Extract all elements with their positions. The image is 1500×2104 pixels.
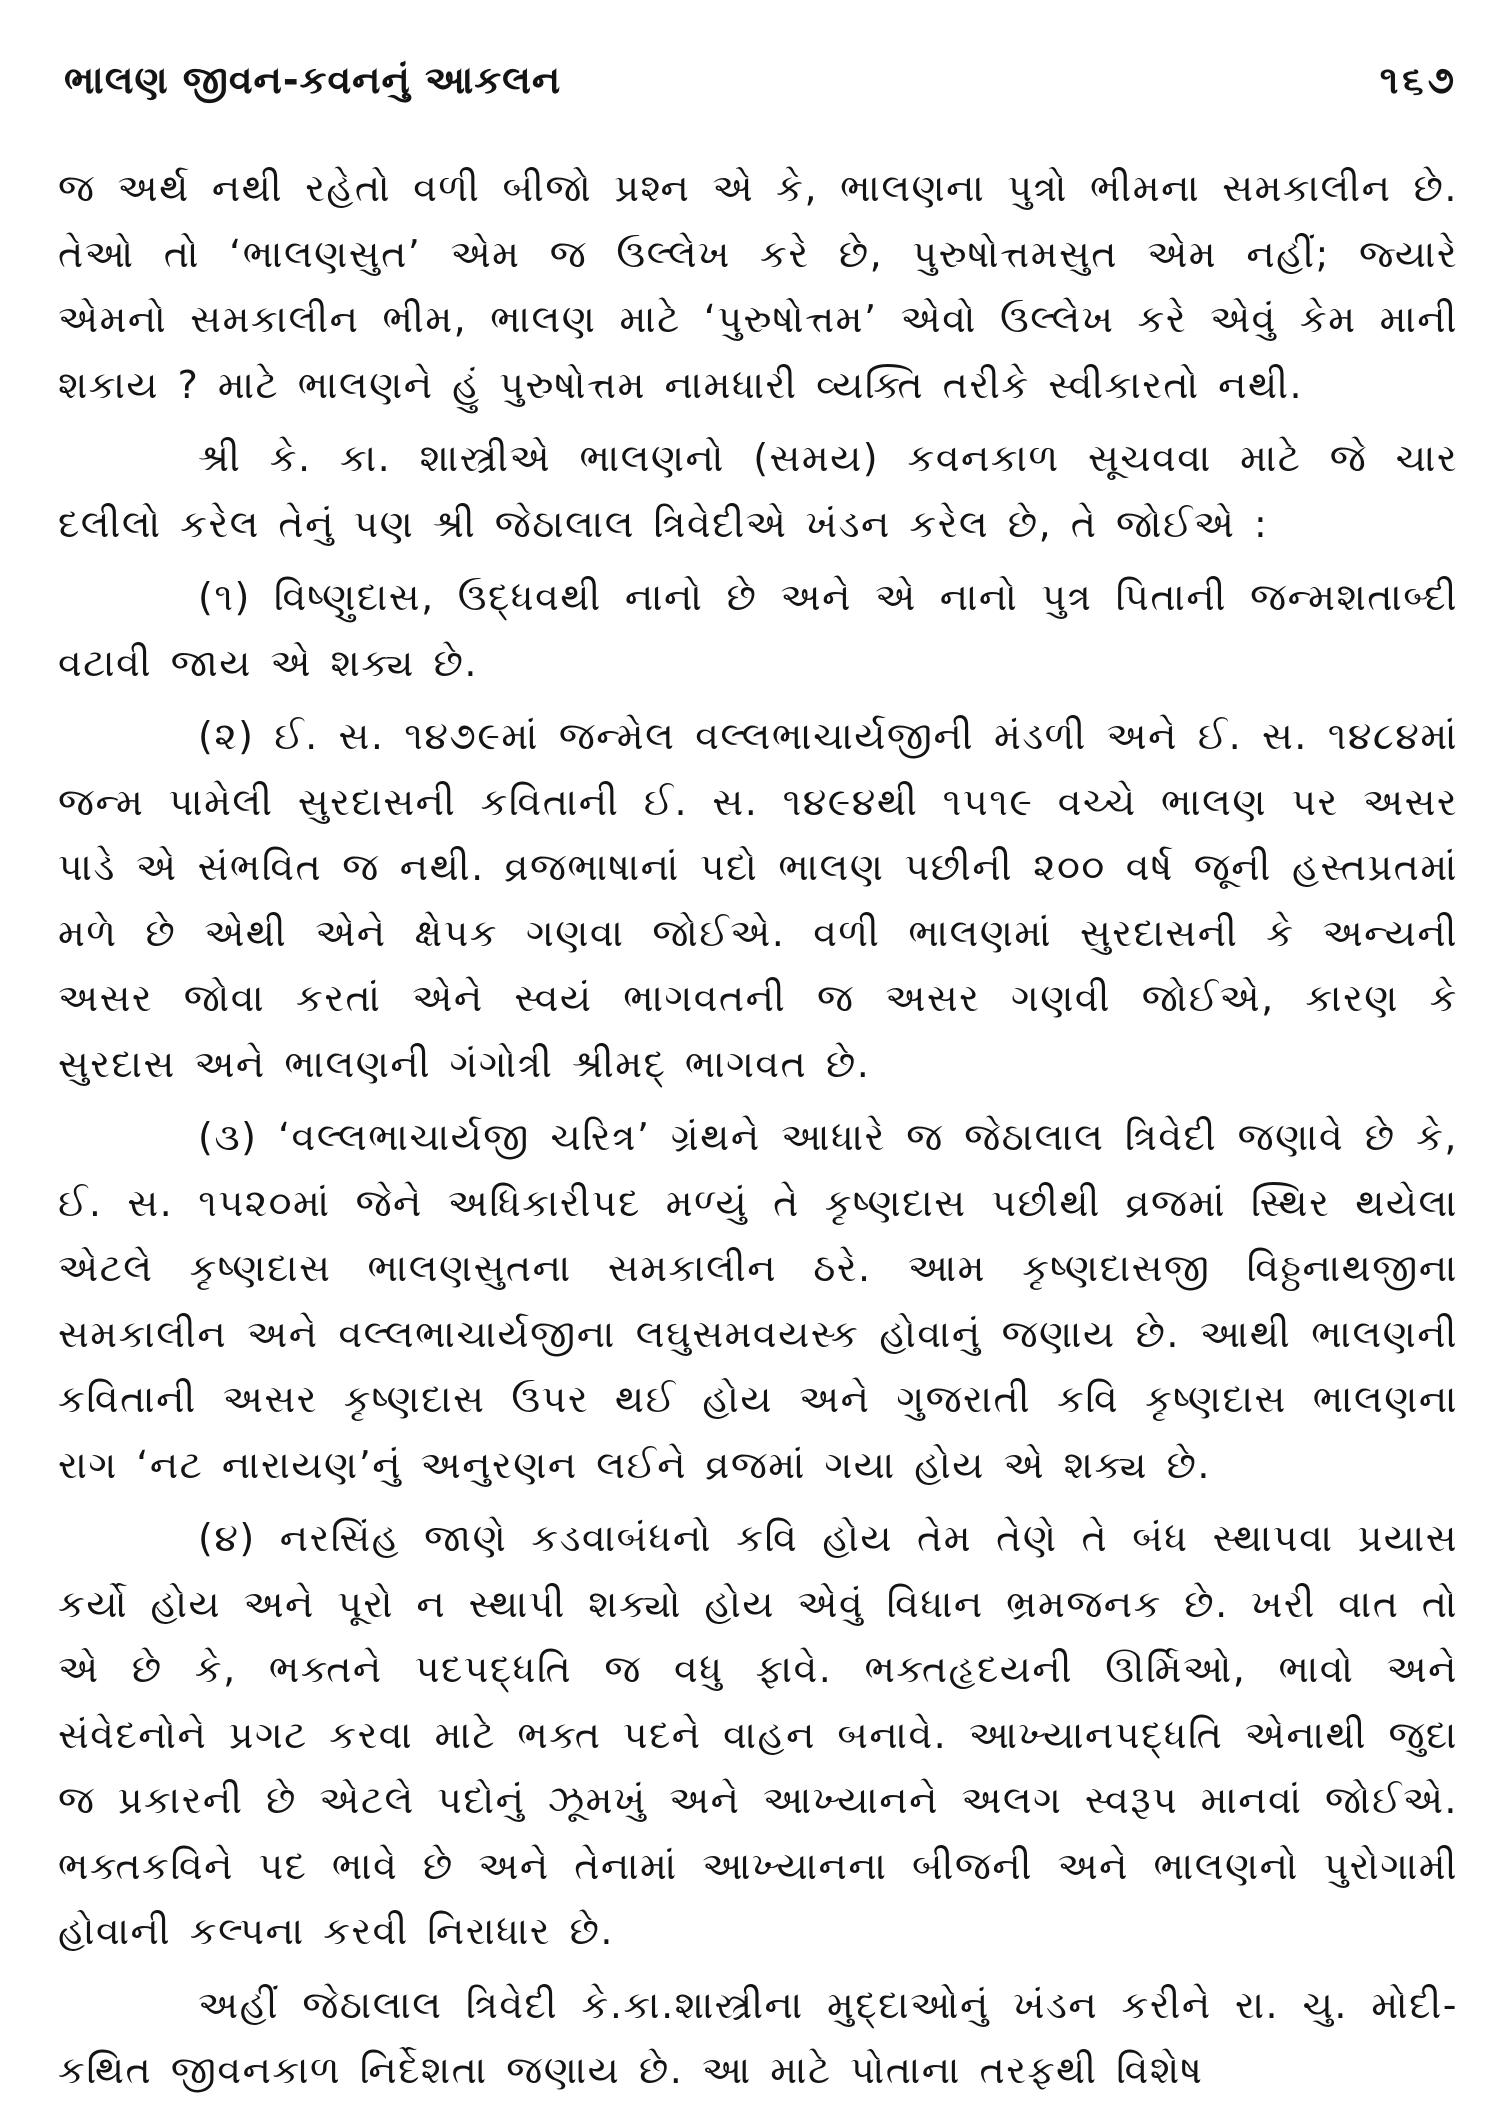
paragraph-closing: અહીં જેઠાલાલ ત્રિવેદી કે.કા.શાસ્ત્રીના મુદ્દાઓનું ખંડન કરીને રા. ચુ. મોદી-કથિત જીવનકાળ નિર્દેશતા જણાય છે. આ માટે પોતાના તરફથી વિશેષ (58, 1982, 1458, 2092)
paragraph-point-1: (૧) વિષ્ણુદાસ, ઉદ્ધવથી નાનો છે અને એ નાનો પુત્ર પિતાની જન્મશતાબ્દી વટાવી જાય એ શક્ય છે. (58, 575, 1458, 685)
paragraph-continuation: જ અર્થ નથી રહેતો વળી બીજો પ્રશ્ન એ કે, ભાલણના પુત્રો ભીમના સમકાલીન છે. તેઓ તો ‘ભાલણસુત’ એમ જ ઉલ્લેખ કરે છે, પુરુષોત્તમસુત એમ નહીં; જ્યારે એમનો સમકાલીન ભીમ, ભાલણ માટે ‘પુરુષોત્તમ’ એવો ઉલ્લેખ કરે એવું કેમ માની શકાય ? માટે ભાલણને હું પુરુષોત્તમ નામધારી વ્યક્તિ તરીકે સ્વીકારતો નથી. (58, 166, 1458, 407)
paragraph-point-4: (૪) નરસિંહ જાણે કડવાબંધનો કવિ હોય તેમ તેણે તે બંધ સ્થાપવા પ્રયાસ કર્યો હોય અને પૂરો ન સ્થાપી શક્યો હોય એવું વિધાન ભ્રમજનક છે. ખરી વાત તો એ છે કે, ભક્તને પદપદ્ધતિ જ વધુ ફાવે. ભક્તહૃદયની ઊર્મિઓ, ભાવો અને સંવેદનોને પ્રગટ કરવા માટે ભક્ત પદને વાહન બનાવે. આખ્યાનપદ્ધતિ એનાથી જુદા જ પ્રકારની છે એટલે પદોનું ઝૂમખું અને આખ્યાનને અલગ સ્વરૂપ માનવાં જોઈએ. ભક્તકવિને પદ ભાવે છે અને તેનામાં આખ્યાનના બીજની અને ભાલણનો પુરોગામી હોવાની કલ્પના કરવી નિરાધાર છે. (58, 1516, 1458, 1953)
paragraph-point-3: (૩) ‘વલ્લભાચાર્યજી ચરિત્ર’ ગ્રંથને આધારે જ જેઠાલાલ ત્રિવેદી જણાવે છે કે, ઈ. સ. ૧૫૨૦માં જેને અધિકારીપદ મળ્યું તે કૃષ્ણદાસ પછીથી વ્રજમાં સ્થિર થયેલા એટલે કૃષ્ણદાસ ભાલણસુતના સમકાલીન ઠરે. આમ કૃષ્ણદાસજી વિઠ્ઠનાથજીના સમકાલીન અને વલ્લભાચાર્યજીના લઘુસમવયસ્ક હોવાનું જણાય છે. આથી ભાલણની કવિતાની અસર કૃષ્ણદાસ ઉપર થઈ હોય અને ગુજરાતી કવિ કૃષ્ણદાસ ભાલણના રાગ ‘નટ નારાયણ’નું અનુરણન લઈને વ્રજમાં ગયા હોય એ શક્ય છે. (58, 1115, 1458, 1487)
paragraph-point-2: (૨) ઈ. સ. ૧૪૭૯માં જન્મેલ વલ્લભાચાર્યજીની મંડળી અને ઈ. સ. ૧૪૮૪માં જન્મ પામેલી સુરદાસની કવિતાની ઈ. સ. ૧૪૯૪થી ૧૫૧૯ વચ્ચે ભાલણ પર અસર પાડે એ સંભવિત જ નથી. વ્રજભાષાનાં પદો ભાલણ પછીની ૨૦૦ વર્ષ જૂની હસ્તપ્રતમાં મળે છે એથી એને ક્ષેપક ગણવા જોઈએ. વળી ભાલણમાં સુરદાસની કે અન્યની અસર જોવા કરતાં એને સ્વયં ભાગવતની જ અસર ગણવી જોઈએ, કારણ કે સુરદાસ અને ભાલણની ગંગોત્રી શ્રીમદ્ ભાગવત છે. (58, 714, 1458, 1086)
paragraph-shastri-arguments: શ્રી કે. કા. શાસ્ત્રીએ ભાલણનો (સમય) કવનકાળ સૂચવવા માટે જે ચાર દલીલો કરેલ તેનું પણ શ્રી જેઠાલાલ ત્રિવેદીએ ખંડન કરેલ છે, તે જોઈએ : (58, 436, 1458, 546)
page-number: ૧૬૭ (1379, 58, 1458, 102)
chapter-title: ભાલણ જીવન-કવનનું આકલન (64, 58, 562, 102)
running-head (58, 58, 1458, 128)
body-text (58, 156, 1458, 2104)
